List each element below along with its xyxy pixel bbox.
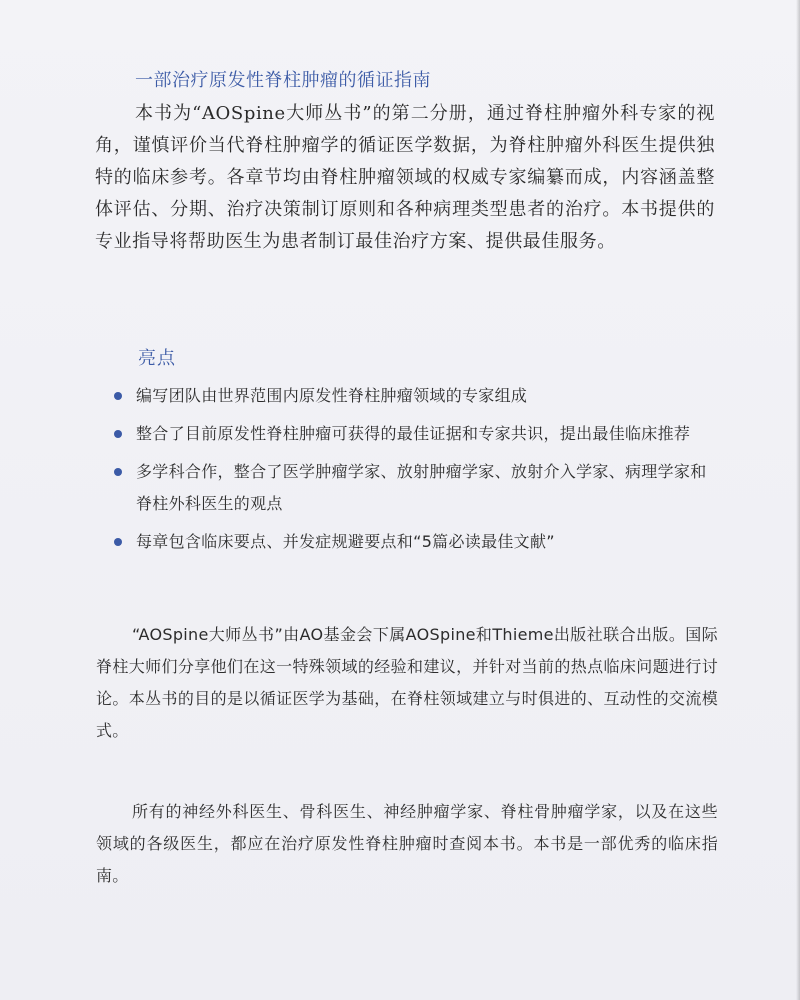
highlight-text: 多学科合作，整合了医学肿瘤学家、放射肿瘤学家、放射介入学家、病理学家和脊柱外科医生的观点	[136, 462, 707, 513]
highlight-text: 每章包含临床要点、并发症规避要点和“5篇必读最佳文献”	[136, 532, 555, 551]
page-title: 一部治疗原发性脊柱肿瘤的循证指南	[135, 70, 431, 91]
highlights-list	[112, 380, 722, 564]
highlight-text: 整合了目前原发性脊柱肿瘤可获得的最佳证据和专家共识，提出最佳临床推荐	[136, 424, 691, 443]
highlight-item	[112, 418, 722, 450]
highlight-item	[112, 456, 722, 520]
series-paragraph: “AOSpine大师丛书”由AO基金会下属AOSpine和Thieme出版社联合出版。国际脊柱大师们分享他们在这一特殊领域的经验和建议，并针对当前的热点临床问题进行讨论。本丛书的目的是以循证医学为基础，在脊柱领域建立与时俱进的、互动性的交流模式。	[96, 625, 718, 740]
highlight-text: 编写团队由世界范围内原发性脊柱肿瘤领域的专家组成	[136, 386, 528, 405]
bullet-dot-icon	[114, 468, 122, 476]
audience-paragraph: 所有的神经外科医生、骨科医生、神经肿瘤学家、脊柱骨肿瘤学家，以及在这些领域的各级医生，都应在治疗原发性脊柱肿瘤时查阅本书。本书是一部优秀的临床指南。	[96, 802, 718, 885]
intro-paragraph: 本书为“AOSpine大师丛书”的第二分册，通过脊柱肿瘤外科专家的视角，谨慎评价当代脊柱肿瘤学的循证医学数据，为脊柱肿瘤外科医生提供独特的临床参考。各章节均由脊柱肿瘤领域的权威专家编纂而成，内容涵盖整体评估、分期、治疗决策制订原则和各种病理类型患者的治疗。本书提供的专业指导将帮助医生为患者制订最佳治疗方案、提供最佳服务。	[95, 103, 715, 252]
bullet-dot-icon	[114, 430, 122, 438]
bullet-dot-icon	[114, 538, 122, 546]
page-edge-shadow	[796, 0, 800, 1000]
highlight-item	[112, 380, 722, 412]
highlight-item	[112, 526, 722, 558]
highlights-heading: 亮点	[138, 348, 176, 369]
bullet-dot-icon	[114, 392, 122, 400]
